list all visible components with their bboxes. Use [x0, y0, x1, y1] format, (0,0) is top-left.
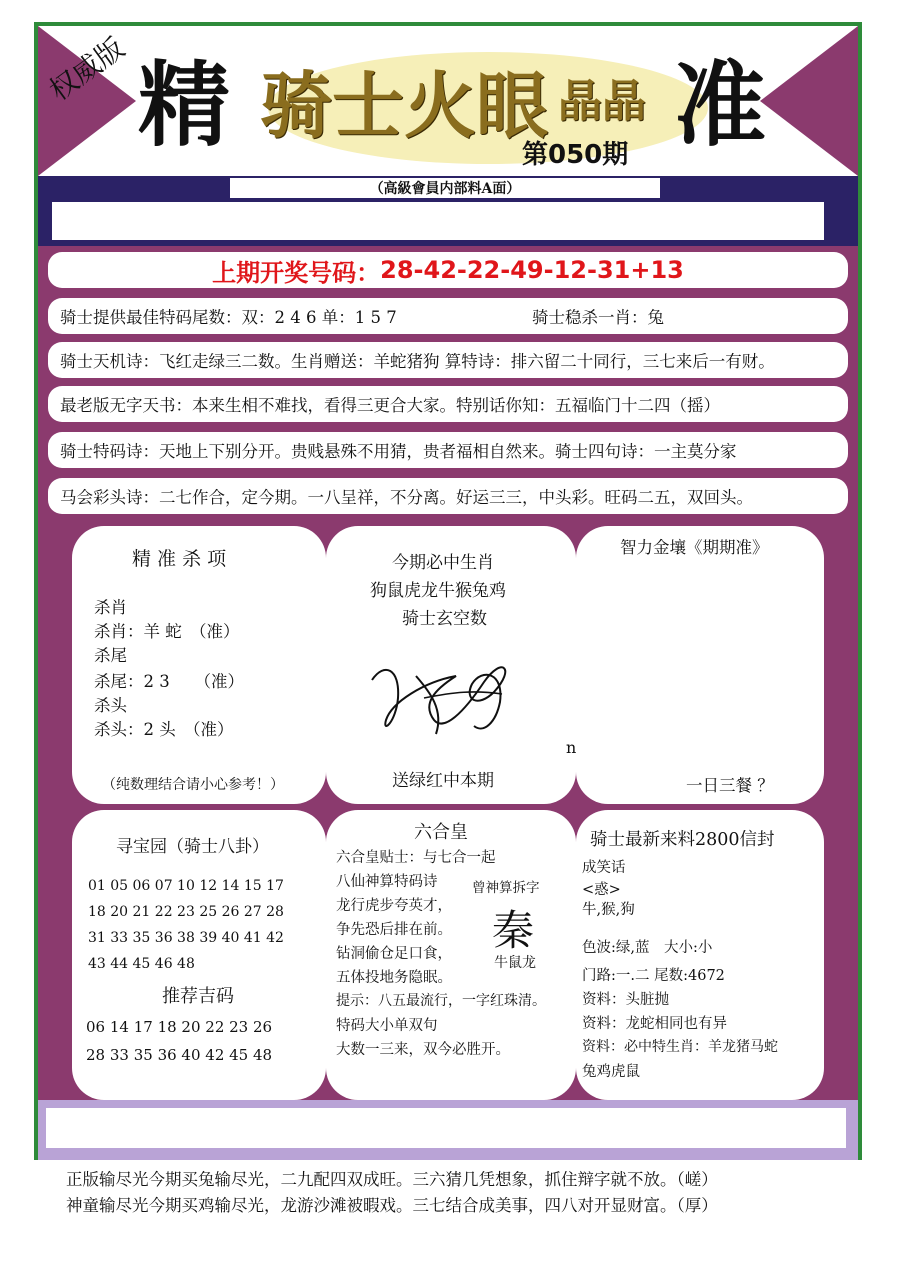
latest-line-3: 牛,猴,狗 — [582, 902, 635, 918]
latest-line-10: 兔鸡虎鼠 — [582, 1064, 640, 1080]
kill-line-1: 杀肖 — [94, 598, 127, 617]
liuhe-line-4: 争先恐后排在前。 — [336, 922, 452, 938]
latest-box — [576, 810, 824, 1100]
info-row-1 — [48, 298, 848, 334]
poster-frame — [34, 22, 862, 1160]
subtitle-text: （高級會員内部料A面） — [369, 181, 521, 197]
zodiac-bottom: 送绿红中本期 — [392, 771, 494, 791]
header — [38, 26, 858, 176]
footer-line-1: 正版输尽光今期买兔输尽光，二九配四双成旺。三六猜几凭想象，抓住辩字就不放。（嵯） — [66, 1170, 718, 1189]
zodiac-line-2: 狗鼠虎龙牛猴兔鸡 — [370, 581, 506, 601]
signature-scribble — [364, 642, 514, 742]
liuhe-side-title: 曾神算拆字 — [472, 880, 540, 896]
info-row-5 — [48, 478, 848, 514]
treasure-box — [72, 810, 326, 1100]
recommend-numbers-2: 28 33 35 36 40 42 45 48 — [86, 1046, 273, 1064]
last-draw-label: 上期开奖号码： — [212, 258, 381, 287]
liuhe-line-7: 提示：八五最流行，一字红珠清。 — [336, 993, 546, 1009]
kill-line-3: 杀尾 — [94, 646, 127, 665]
row-1-left: 骑士提供最佳特码尾数：双：2 4 6 单：1 5 7 — [60, 308, 397, 327]
treasure-numbers-2: 18 20 21 22 23 25 26 27 28 — [88, 904, 284, 920]
recommend-numbers-1: 06 14 17 18 20 22 23 26 — [86, 1018, 273, 1036]
title-small: 晶晶 — [558, 76, 646, 127]
treasure-numbers-3: 31 33 35 36 38 39 40 41 42 — [88, 930, 284, 946]
treasure-title: 寻宝园（骑士八卦） — [116, 837, 269, 857]
liuhe-line-1: 六合皇贴士：与七合一起 — [336, 850, 496, 866]
latest-line-2: <惑> — [582, 882, 621, 898]
blank-strip — [52, 202, 824, 240]
last-draw-numbers: 28-42-22-49-12-31+13 — [380, 256, 684, 284]
stray-letter: n — [566, 738, 576, 757]
right-triangle-decor — [760, 26, 858, 176]
row-3-text: 最老版无字天书：本来生相不难找，看得三更合大家。特别话你知：五福临门十二四（摇） — [60, 396, 720, 415]
bottom-band — [38, 1100, 858, 1160]
liuhe-line-3: 龙行虎步夸英才， — [336, 898, 452, 914]
issue-number: 第050期 — [522, 140, 629, 170]
treasure-numbers-1: 01 05 06 07 10 12 14 15 17 — [88, 878, 284, 894]
kill-items-box — [72, 526, 326, 804]
char-left: 精 — [138, 52, 231, 159]
liuhe-side-char: 秦 — [492, 906, 535, 955]
liuhe-line-9: 大数一三来，双今必胜开。 — [336, 1042, 510, 1058]
info-row-3 — [48, 386, 848, 422]
latest-line-9: 资料：必中特生肖：羊龙猪马蛇 — [582, 1039, 778, 1055]
kill-line-2: 杀肖：羊 蛇 （准） — [94, 622, 240, 641]
latest-line-8: 资料：龙蛇相同也有异 — [582, 1016, 727, 1032]
liuhe-line-8: 特码大小单双句 — [336, 1018, 438, 1034]
zodiac-line-1: 今期必中生肖 — [392, 553, 494, 573]
navy-band — [38, 176, 858, 246]
liuhe-side-sub: 牛鼠龙 — [494, 955, 536, 971]
latest-line-1: 成笑话 — [582, 860, 626, 876]
latest-title: 骑士最新来料2800信封 — [590, 830, 775, 850]
char-right: 准 — [674, 52, 767, 159]
row-1-right: 骑士稳杀一肖：兔 — [532, 308, 664, 327]
wisdom-title: 智力金壤《期期准》 — [620, 538, 769, 557]
kill-line-5: 杀头 — [94, 696, 127, 715]
wisdom-box — [576, 526, 824, 804]
recommend-title: 推荐吉码 — [162, 986, 234, 1007]
row-4-text: 骑士特码诗：天地上下别分开。贵贱悬殊不用猜，贵者福相自然来。骑士四句诗：一主莫分家 — [60, 442, 737, 461]
row-2-text: 骑士天机诗：飞红走绿三二数。生肖赠送：羊蛇猪狗 算特诗：排六留二十同行，三七来后一有财。 — [60, 352, 775, 371]
info-row-4 — [48, 432, 848, 468]
zodiac-box — [326, 526, 576, 804]
last-draw-bar — [48, 252, 848, 288]
kill-line-6: 杀头：2 头 （准） — [94, 720, 234, 739]
row-5-text: 马会彩头诗：二七作合，定今期。一八呈祥，不分离。好运三三，中头彩。旺码二五，双回头。 — [60, 488, 753, 507]
treasure-numbers-4: 43 44 45 46 48 — [88, 956, 195, 972]
kill-note: （纯数理结合请小心参考！） — [102, 777, 284, 793]
kill-title: 精 准 杀 项 — [132, 548, 227, 570]
liuhe-line-5: 钻洞偷仓足口食， — [336, 946, 452, 962]
latest-line-5: 色波:绿,蓝 大小:小 — [582, 940, 713, 956]
liuhe-line-2: 八仙神算特码诗 — [336, 874, 438, 890]
title-main: 骑士火眼 — [260, 63, 549, 148]
bottom-blank-strip — [46, 1108, 846, 1148]
info-row-2 — [48, 342, 848, 378]
liuhe-box — [326, 810, 576, 1100]
footer-line-2: 神童输尽光今期买鸡输尽光，龙游沙滩被暇戏。三七结合成美事，四八对开显财富。（厚） — [66, 1196, 718, 1215]
subtitle-strip — [230, 178, 660, 198]
latest-line-6: 门路:一.二 尾数:4672 — [582, 968, 725, 984]
liuhe-title: 六合皇 — [414, 822, 468, 843]
latest-line-7: 资料：头脏抛 — [582, 992, 669, 1008]
kill-line-4: 杀尾：2 3 （准） — [94, 672, 244, 691]
liuhe-line-6: 五体投地务隐眠。 — [336, 970, 452, 986]
wisdom-bottom: 一日三餐 ？ — [686, 776, 774, 795]
badge-text: 权威版 — [43, 31, 131, 108]
zodiac-line-3: 骑士玄空数 — [402, 609, 487, 629]
